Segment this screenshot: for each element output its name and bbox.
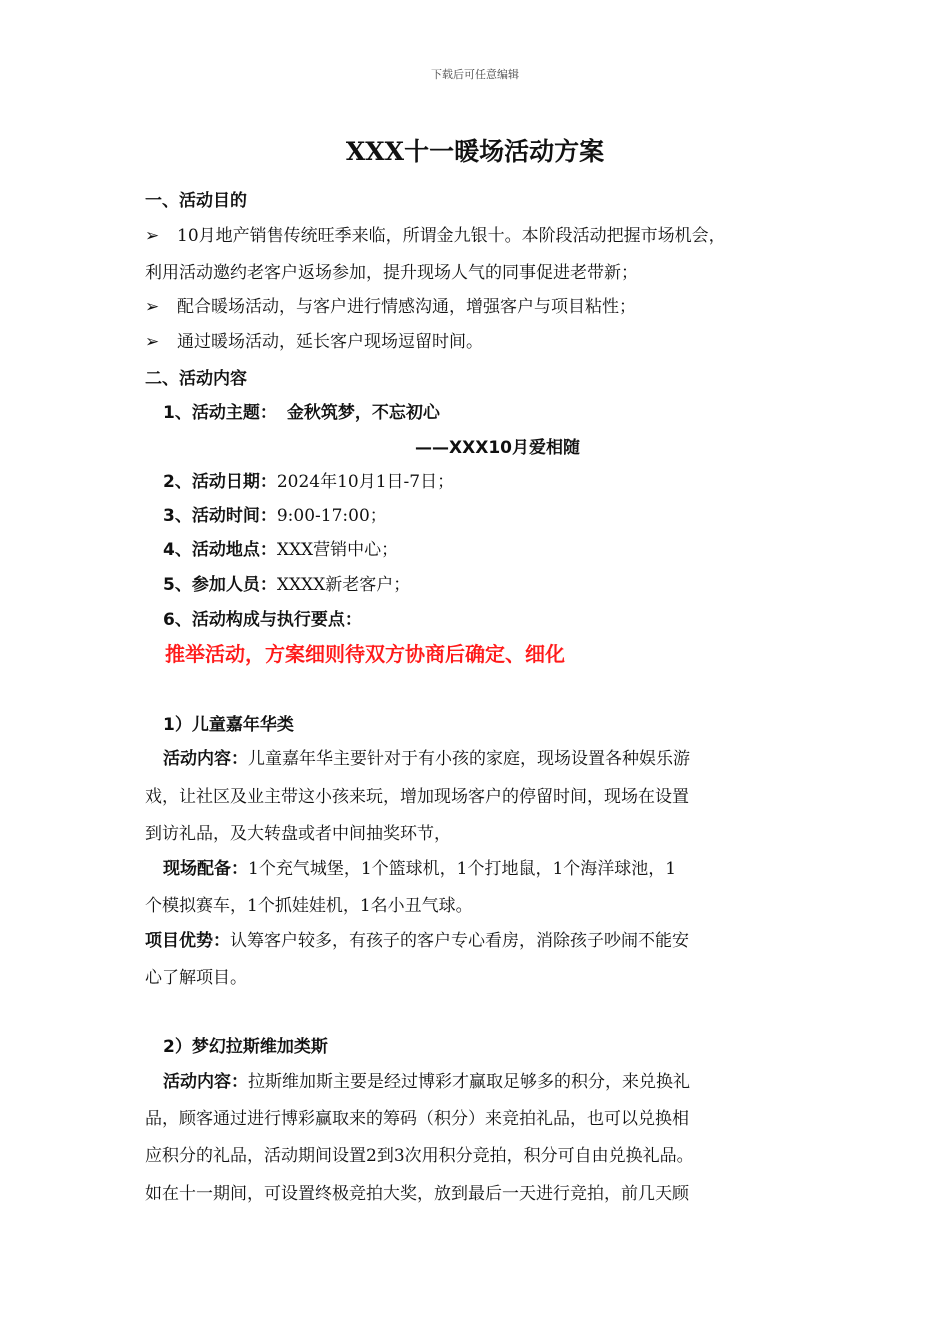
section-heading-purpose: 一、活动目的: [145, 191, 247, 211]
kids-content-label: 活动内容：: [163, 749, 248, 769]
people-value: XXXX新老客户；: [276, 575, 411, 595]
place-row: [163, 539, 398, 561]
time-row: [163, 505, 387, 527]
kids-equip-row: [163, 858, 676, 880]
bullet-arrow-icon: ➢: [145, 332, 160, 352]
theme-label: 1、活动主题：: [163, 403, 277, 423]
kids-equip-label: 现场配备：: [163, 859, 248, 879]
bullet-text: 通过暖场活动，延长客户现场逗留时间。: [177, 332, 483, 352]
kids-content-text: 儿童嘉年华主要针对于有小孩的家庭，现场设置各种娱乐游: [248, 749, 690, 769]
vegas-content-row: [163, 1071, 690, 1093]
kids-heading: 1）儿童嘉年华类: [163, 715, 294, 735]
vegas-heading: 2）梦幻拉斯维加类斯: [163, 1037, 328, 1057]
kids-adv-row: [145, 930, 689, 952]
date-row: [163, 471, 454, 493]
theme-row: [163, 402, 440, 424]
kids-equip-text: 1个充气城堡，1个篮球机，1个打地鼠，1个海洋球池，1: [248, 859, 677, 879]
bullet-arrow-icon: ➢: [145, 297, 160, 317]
theme-subtitle: ——XXX10月爱相随: [415, 438, 580, 458]
time-label: 3、活动时间：: [163, 506, 277, 526]
place-label: 4、活动地点：: [163, 540, 277, 560]
kids-equip-line: 个模拟赛车，1个抓娃娃机，1名小丑气球。: [145, 896, 473, 916]
date-label: 2、活动日期：: [163, 472, 277, 492]
vegas-content-line: 品，顾客通过进行博彩赢取来的筹码（积分）来竞拍礼品，也可以兑换相: [145, 1109, 689, 1129]
kids-adv-text: 认筹客户较多，有孩子的客户专心看房，消除孩子吵闹不能安: [230, 931, 689, 951]
page-title: XXX十一暖场活动方案: [345, 137, 605, 166]
bullet-item: [145, 331, 483, 353]
kids-adv-label: 项目优势：: [145, 931, 230, 951]
bullet-item: [145, 225, 726, 247]
kids-adv-line: 心了解项目。: [145, 968, 247, 988]
vegas-content-label: 活动内容：: [163, 1072, 248, 1092]
kids-content-line: 戏，让社区及业主带这小孩来玩，增加现场客户的停留时间，现场在设置: [145, 787, 689, 807]
vegas-content-line: 应积分的礼品，活动期间设置2到3次用积分竞拍，积分可自由兑换礼品。: [145, 1146, 694, 1166]
kids-content-line: 到访礼品，及大转盘或者中间抽奖环节，: [145, 824, 451, 844]
date-value: 2024年10月1日-7日；: [276, 472, 455, 492]
vegas-content-text: 拉斯维加斯主要是经过博彩才赢取足够多的积分，来兑换礼: [248, 1072, 690, 1092]
people-label: 5、参加人员：: [163, 575, 277, 595]
bullet-text: 配合暖场活动，与客户进行情感沟通，增强客户与项目粘性；: [177, 297, 636, 317]
people-row: [163, 574, 410, 596]
bullet-item: [145, 296, 636, 318]
theme-value: 金秋筑梦，不忘初心: [286, 403, 440, 423]
bullet-continuation: 利用活动邀约老客户返场参加，提升现场人气的同事促进老带新；: [145, 263, 638, 283]
section-heading-content: 二、活动内容: [145, 369, 247, 389]
header-note: 下载后可任意编辑: [431, 68, 519, 81]
notice-text: 推举活动，方案细则待双方协商后确定、细化: [165, 642, 565, 666]
vegas-content-line: 如在十一期间，可设置终极竞拍大奖，放到最后一天进行竞拍，前几天顾: [145, 1184, 689, 1204]
kids-content-row: [163, 748, 690, 770]
bullet-arrow-icon: ➢: [145, 226, 160, 246]
time-value: 9:00-17:00；: [276, 506, 387, 526]
bullet-text: 10月地产销售传统旺季来临，所谓金九银十。本阶段活动把握市场机会，: [177, 226, 726, 246]
structure-label: 6、活动构成与执行要点：: [163, 610, 362, 630]
place-value: XXX营销中心；: [276, 540, 399, 560]
